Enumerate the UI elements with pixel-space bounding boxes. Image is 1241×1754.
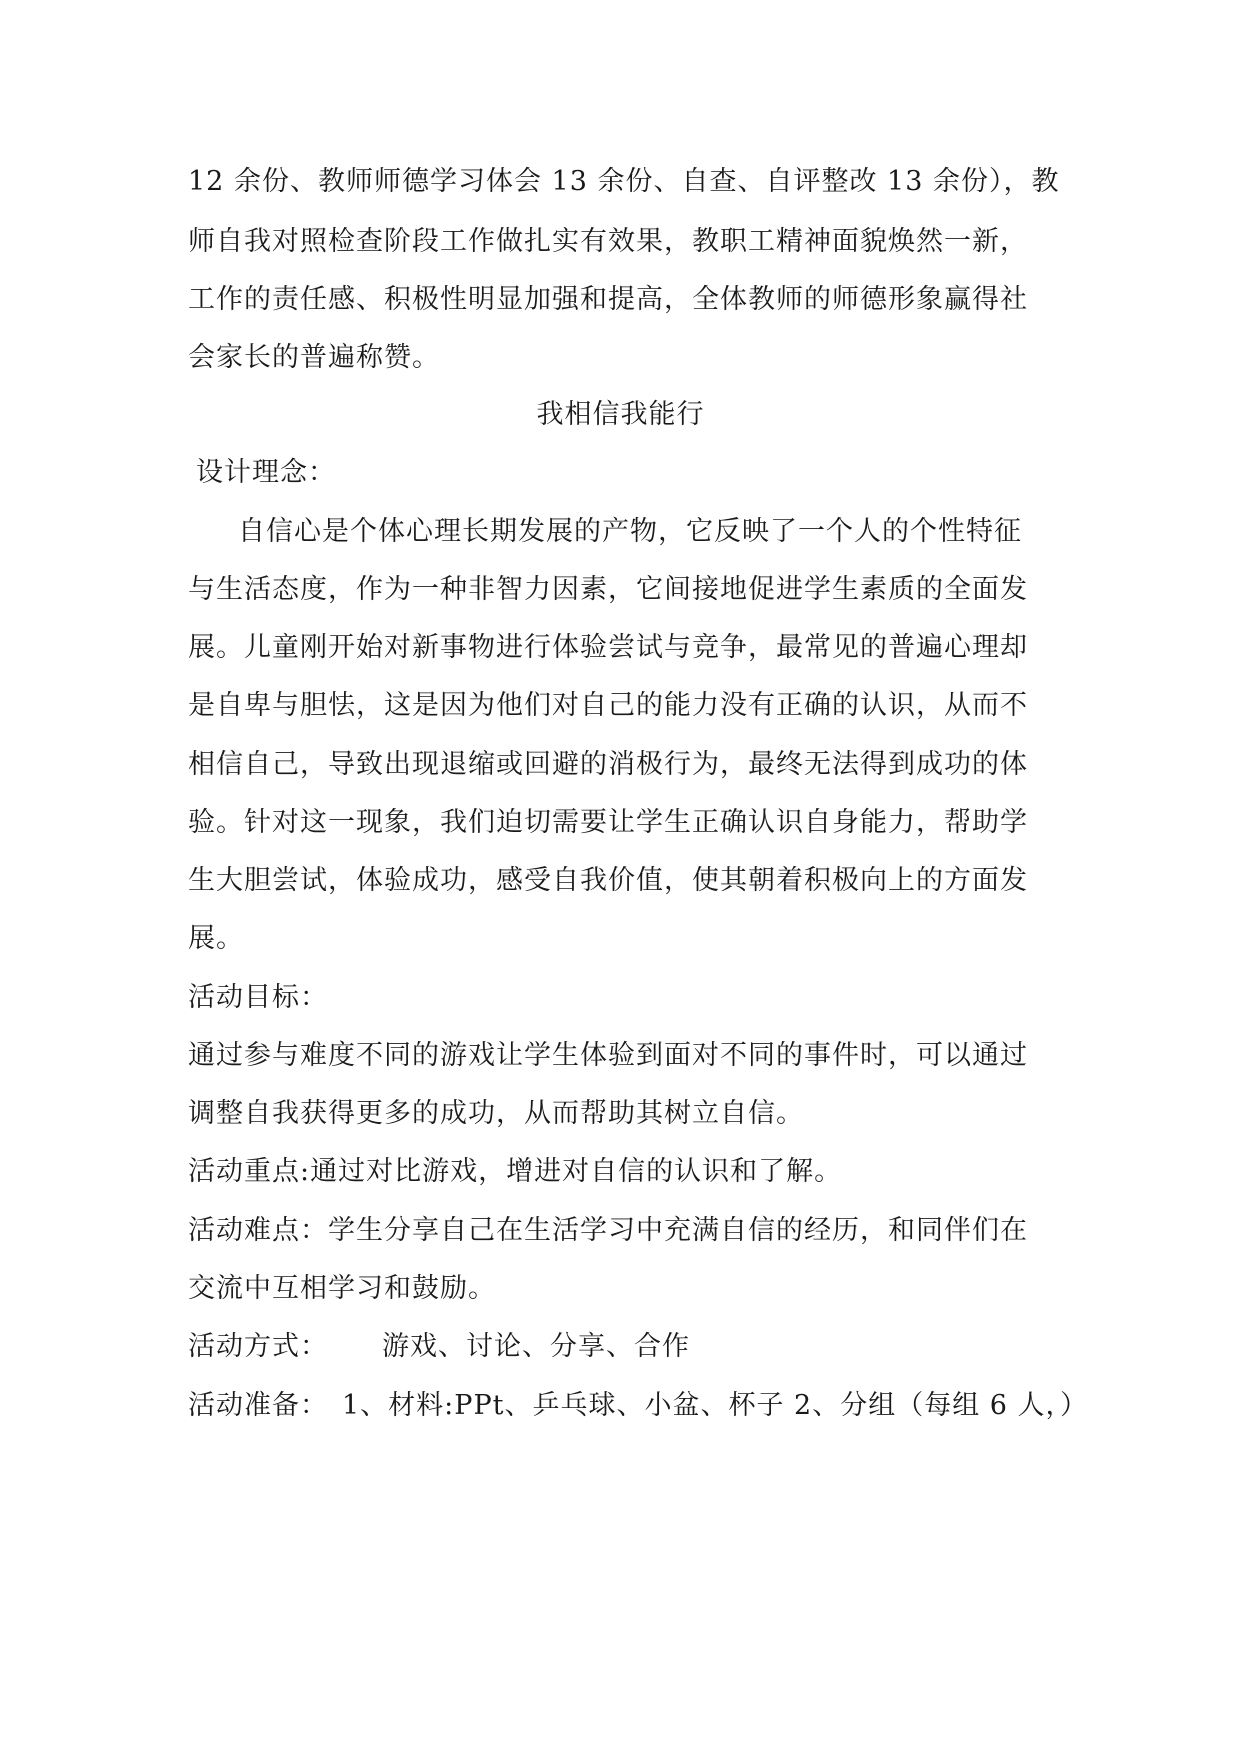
method-value: 游戏、讨论、分享、合作 xyxy=(382,1331,690,1362)
method-line xyxy=(188,1327,690,1367)
intro-line-1: 12 余份、教师师德学习体会 13 余份、自查、自评整改 13 余份），教 xyxy=(188,166,1060,197)
activity-goal-line-2: 调整自我获得更多的成功，从而帮助其树立自信。 xyxy=(188,1098,804,1129)
preparation-value: 1、材料:PPt、乒乓球、小盆、杯子 2、分组（每组 6 人，） xyxy=(342,1390,1089,1421)
design-concept-line-3: 展。儿童刚开始对新事物进行体验尝试与竞争，最常见的普遍心理却 xyxy=(188,632,1028,663)
design-concept-line-2: 与生活态度，作为一种非智力因素，它间接地促进学生素质的全面发 xyxy=(188,574,1028,605)
preparation-label: 活动准备： xyxy=(188,1390,328,1421)
preparation-line xyxy=(188,1386,1088,1426)
design-concept-line-4: 是自卑与胆怯，这是因为他们对自己的能力没有正确的认识，从而不 xyxy=(188,690,1028,721)
design-concept-line-1: 自信心是个体心理长期发展的产物，它反映了一个人的个性特征 xyxy=(238,516,1022,547)
activity-goal-heading: 活动目标： xyxy=(188,982,328,1013)
intro-line-3: 工作的责任感、积极性明显加强和提高，全体教师的师德形象赢得社 xyxy=(188,284,1028,315)
intro-line-2: 师自我对照检查阶段工作做扎实有效果，教职工精神面貌焕然一新， xyxy=(188,226,1028,257)
design-concept-line-8: 展。 xyxy=(188,923,244,954)
activity-goal-line-1: 通过参与难度不同的游戏让学生体验到面对不同的事件时，可以通过 xyxy=(188,1040,1028,1071)
section-title: 我相信我能行 xyxy=(536,399,705,430)
design-concept-line-6: 验。针对这一现象，我们迫切需要让学生正确认识自身能力，帮助学 xyxy=(188,807,1028,838)
difficulty-line-2: 交流中互相学习和鼓励。 xyxy=(188,1273,496,1304)
key-point-line: 活动重点:通过对比游戏，增进对自信的认识和了解。 xyxy=(188,1156,843,1187)
intro-line-4: 会家长的普遍称赞。 xyxy=(188,342,440,373)
design-concept-line-7: 生大胆尝试，体验成功，感受自我价值，使其朝着积极向上的方面发 xyxy=(188,865,1028,896)
method-label: 活动方式： xyxy=(188,1331,328,1362)
design-concept-line-5: 相信自己，导致出现退缩或回避的消极行为，最终无法得到成功的体 xyxy=(188,749,1028,780)
design-concept-heading: 设计理念： xyxy=(196,457,336,488)
difficulty-line-1: 活动难点：学生分享自己在生活学习中充满自信的经历，和同伴们在 xyxy=(188,1215,1028,1246)
